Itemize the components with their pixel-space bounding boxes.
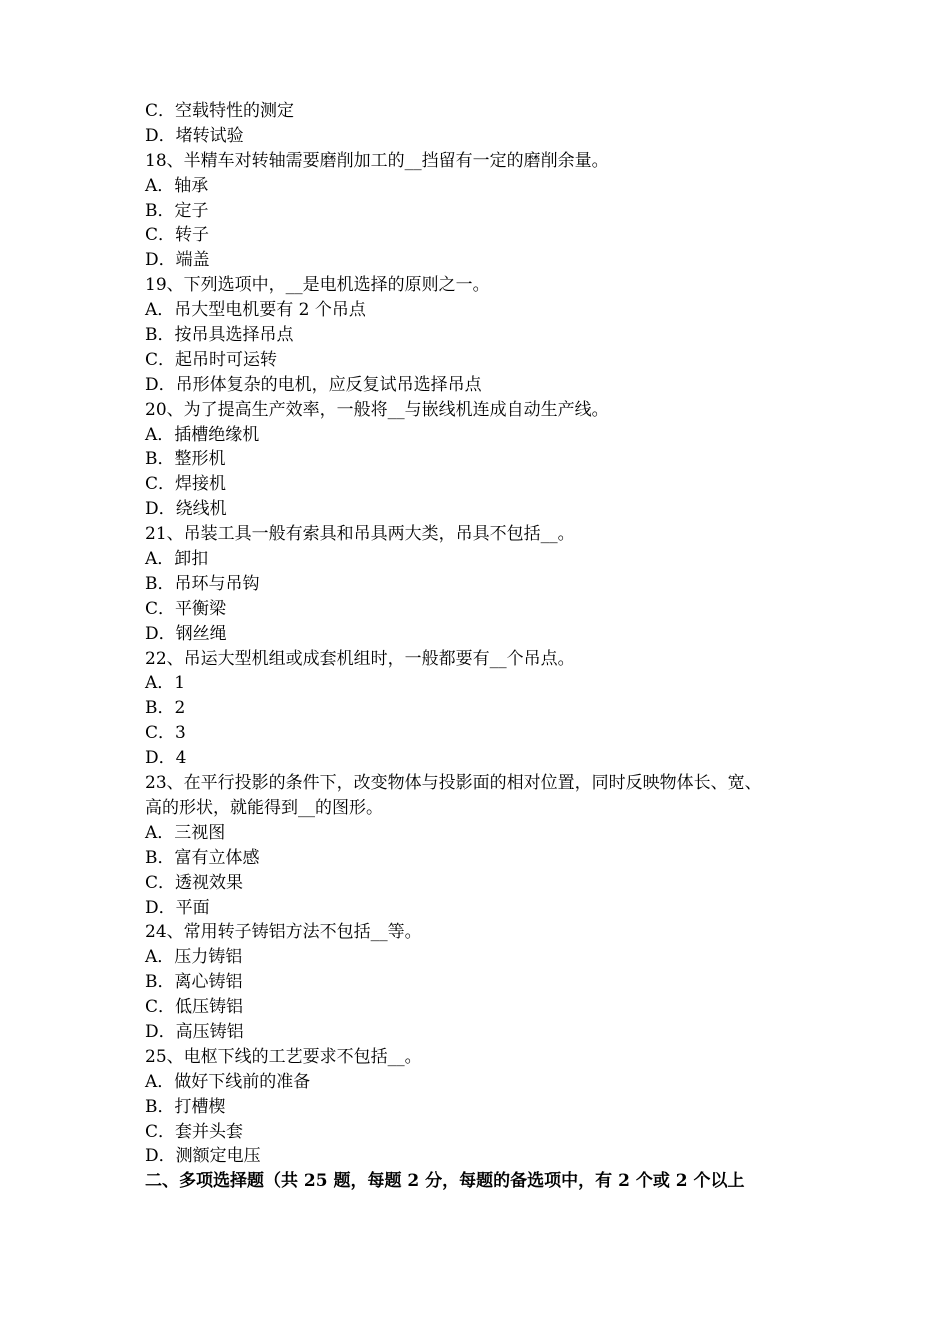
answer-option: D．堵转试验 [145, 125, 244, 146]
question-text: 25、电枢下线的工艺要求不包括__。 [145, 1046, 422, 1067]
question-text: 高的形状，就能得到__的图形。 [145, 797, 383, 818]
answer-option: B．吊环与吊钩 [145, 573, 260, 594]
answer-option: B．离心铸铝 [145, 972, 243, 993]
question-text: 23、在平行投影的条件下，改变物体与投影面的相对位置，同时反映物体长、宽、 [145, 773, 762, 794]
question-text: 19、下列选项中，__是电机选择的原则之一。 [145, 275, 490, 296]
answer-option: A．1 [145, 673, 186, 694]
answer-option: D．绕线机 [145, 499, 227, 520]
question-text: 22、吊运大型机组或成套机组时，一般都要有__个吊点。 [145, 648, 575, 669]
answer-option: D．端盖 [145, 250, 210, 271]
answer-option: C．低压铸铝 [145, 997, 244, 1018]
answer-option: C．平衡梁 [145, 598, 227, 619]
answer-option: D．高压铸铝 [145, 1021, 244, 1042]
question-text: 21、吊装工具一般有索具和吊具两大类，吊具不包括__。 [145, 524, 575, 545]
answer-option: A．压力铸铝 [145, 947, 243, 968]
answer-option: B．打槽楔 [145, 1096, 226, 1117]
answer-option: C．透视效果 [145, 872, 244, 893]
answer-option: A．轴承 [145, 175, 209, 196]
answer-option: B．定子 [145, 200, 209, 221]
answer-option: A．插槽绝缘机 [145, 424, 260, 445]
answer-option: A．做好下线前的准备 [145, 1071, 311, 1092]
answer-option: C．套并头套 [145, 1121, 244, 1142]
answer-option: D．吊形体复杂的电机，应反复试吊选择吊点 [145, 374, 482, 395]
document-page [145, 99, 825, 1194]
answer-option: C．起吊时可运转 [145, 349, 278, 370]
answer-option: D．平面 [145, 897, 210, 918]
answer-option: A．卸扣 [145, 549, 209, 570]
question-text: 20、为了提高生产效率，一般将__与嵌线机连成自动生产线。 [145, 399, 609, 420]
answer-option: C．转子 [145, 225, 210, 246]
answer-option: C．焊接机 [145, 474, 227, 495]
answer-option: B．整形机 [145, 449, 226, 470]
answer-option: B．按吊具选择吊点 [145, 325, 294, 346]
answer-option: A．吊大型电机要有 2 个吊点 [145, 300, 366, 321]
answer-option: C．空载特性的测定 [145, 101, 295, 121]
section-heading: 二、多项选择题（共 25 题，每题 2 分，每题的备选项中，有 2 个或 2 个以上 [145, 1171, 745, 1192]
answer-option: C．3 [145, 723, 186, 744]
answer-option: D．测额定电压 [145, 1146, 261, 1167]
answer-option: B．2 [145, 698, 186, 719]
answer-option: A．三视图 [145, 822, 226, 843]
answer-option: D．钢丝绳 [145, 623, 227, 644]
answer-option: D．4 [145, 748, 187, 769]
question-text: 18、半精车对转轴需要磨削加工的__挡留有一定的磨削余量。 [145, 150, 609, 171]
answer-option: B．富有立体感 [145, 847, 260, 868]
question-text: 24、常用转子铸铝方法不包括__等。 [145, 922, 422, 943]
